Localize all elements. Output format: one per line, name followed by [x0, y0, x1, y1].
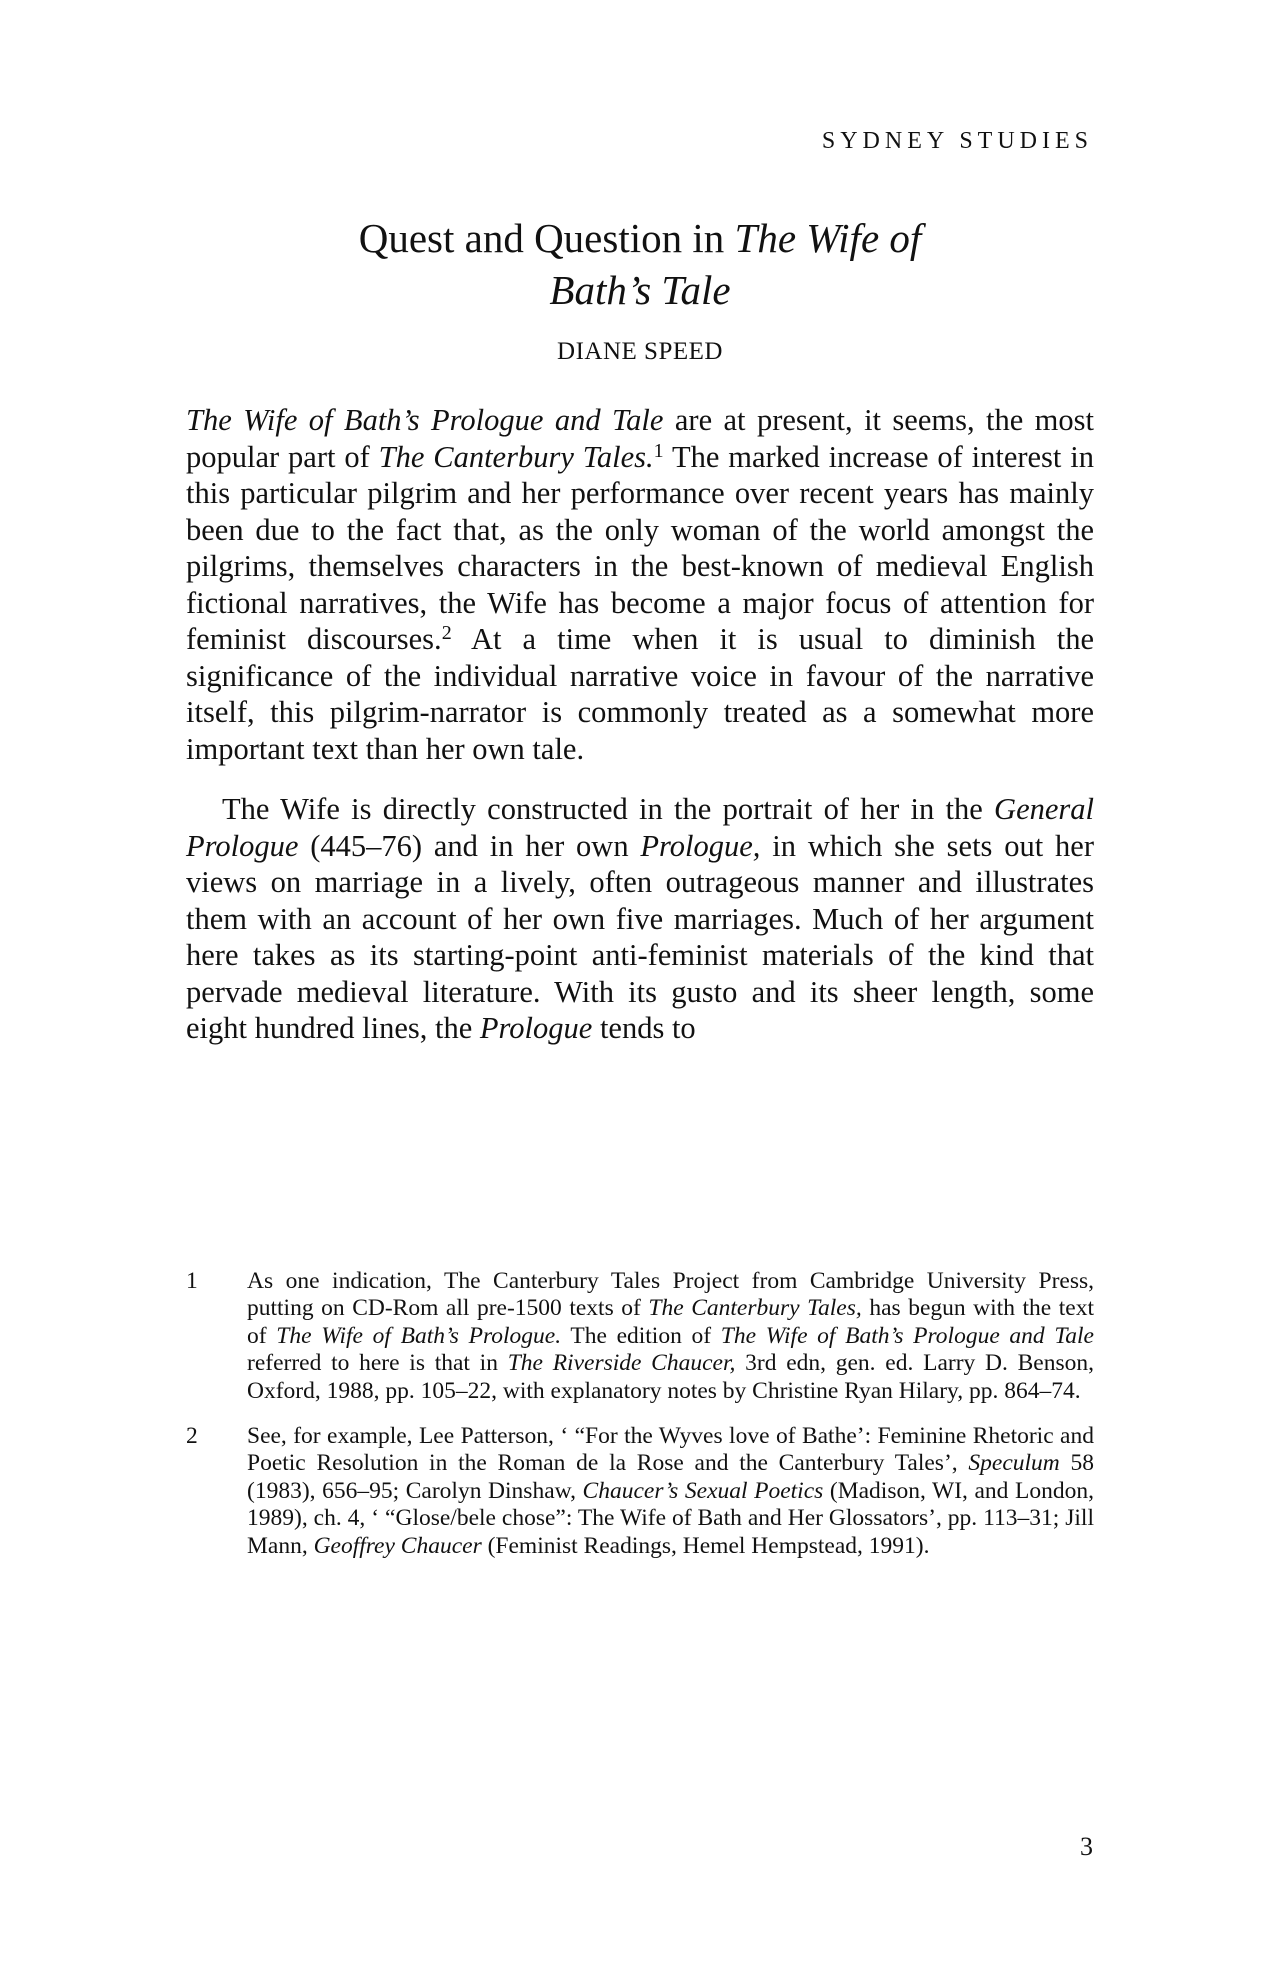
paragraph-2 — [186, 791, 1094, 1047]
paragraph-1 — [186, 402, 1094, 767]
body-text: The marked increase of interest in this particular pilgrim and her performance over recent years has mainly been due to the fact that, as the only woman of the world amongst the pilgrims, themselves characters in the best-known of medieval English fictional narratives, the Wife has become a major focus of attention for feminist discourses. — [186, 439, 1094, 656]
title-text: Quest and Question in — [358, 215, 735, 261]
italic-text: The Canterbury Tales. — [378, 439, 654, 474]
footnote-ref-1[interactable]: 1 — [653, 439, 664, 462]
title-line-2: Bath’s Tale — [549, 267, 731, 313]
footnote-segment: (Feminist Readings, Hemel Hempstead, 1991). — [481, 1532, 930, 1559]
footnote-segment: As one indication, The Canterbury Tales Project from Cambridge University Press, putting on CD-Rom all pre-1500 texts of — [247, 1268, 1094, 1322]
page-number: 3 — [1080, 1832, 1093, 1861]
footnote-italic: The Wife of Bath’s Prologue. — [276, 1322, 562, 1349]
footnote-2 — [186, 1423, 1094, 1560]
footnote-segment: 58 (1983), 656–95; Carolyn Dinshaw, — [247, 1450, 1095, 1504]
italic-text: The Wife of Bath’s Prologue and Tale — [186, 403, 664, 437]
footnote-segment: 3rd edn, gen. ed. Larry D. Benson, Oxford, 1988, pp. 105–22, with explanatory notes by Christine Ryan Hilary, pp. 864–74. — [247, 1350, 1094, 1404]
footnote-text — [247, 1268, 1094, 1405]
body-text: (445–76) and in her own — [298, 828, 641, 863]
author-name: DIANE SPEED — [557, 338, 723, 365]
body-text: in which she sets out her views on marriage in a lively, often outrageous manner and illustrates them with an account of her own five marriages. Much of her argument here takes as its starting-point anti-feminist materials of the kind that pervade medieval literature. With its gusto and its sheer length, some eight hundred lines, the — [186, 828, 1095, 1045]
italic-text: Prologue, — [640, 828, 761, 863]
body-text: are at present, it seems, the most popular part of — [186, 403, 1095, 474]
footnote-segment: The edition of — [561, 1322, 721, 1349]
italic-text: Prologue — [479, 1011, 593, 1045]
footnote-italic: The Canterbury Tales, — [648, 1295, 862, 1322]
footnote-italic: Geoffrey Chaucer — [313, 1532, 482, 1559]
body-text: tends to — [592, 1011, 696, 1045]
article-title — [0, 212, 1280, 316]
italic-text: General Prologue — [186, 792, 1094, 863]
title-line-1 — [0, 212, 1280, 264]
footnote-italic: Speculum — [968, 1450, 1060, 1477]
article-body — [186, 402, 1094, 1047]
footnote-italic: Chaucer’s Sexual Poetics — [582, 1477, 824, 1504]
footnote-number: 1 — [186, 1268, 198, 1294]
footnote-italic: The Riverside Chaucer, — [507, 1350, 736, 1377]
footnote-text — [247, 1423, 1094, 1560]
running-head: SYDNEY STUDIES — [821, 128, 1093, 154]
footnote-italic: The Wife of Bath’s Prologue and Tale — [720, 1322, 1094, 1349]
body-text: At a time when it is usual to diminish the significance of the individual narrative voice in favour of the narrative itself, this pilgrim-narrator is commonly treated as a somewhat more important text than her own tale. — [186, 622, 1094, 766]
footnote-ref-2[interactable]: 2 — [441, 622, 452, 644]
footnote-segment: See, for example, Lee Patterson, ‘ “For the Wyves love of Bathe’: Feminine Rhetoric and Poetic Resolution in the Roman de la Rose and the Canterbury Tales’, — [247, 1423, 1094, 1477]
footnote-segment: has begun with the text of — [247, 1295, 1095, 1349]
body-text: The Wife is directly constructed in the portrait of her in the — [222, 792, 995, 826]
footnote-number: 2 — [186, 1423, 198, 1450]
footnote-segment: referred to here is that in — [247, 1350, 508, 1377]
title-italic-text: The Wife of — [734, 215, 922, 261]
footnotes — [186, 1268, 1094, 1578]
footnote-1 — [186, 1268, 1094, 1405]
footnote-segment: (Madison, WI, and London, 1989), ch. 4, ‘ “Glose/bele chose”: The Wife of Bath and Her Glossators’, pp. 113–31; Jill Mann, — [247, 1477, 1094, 1559]
